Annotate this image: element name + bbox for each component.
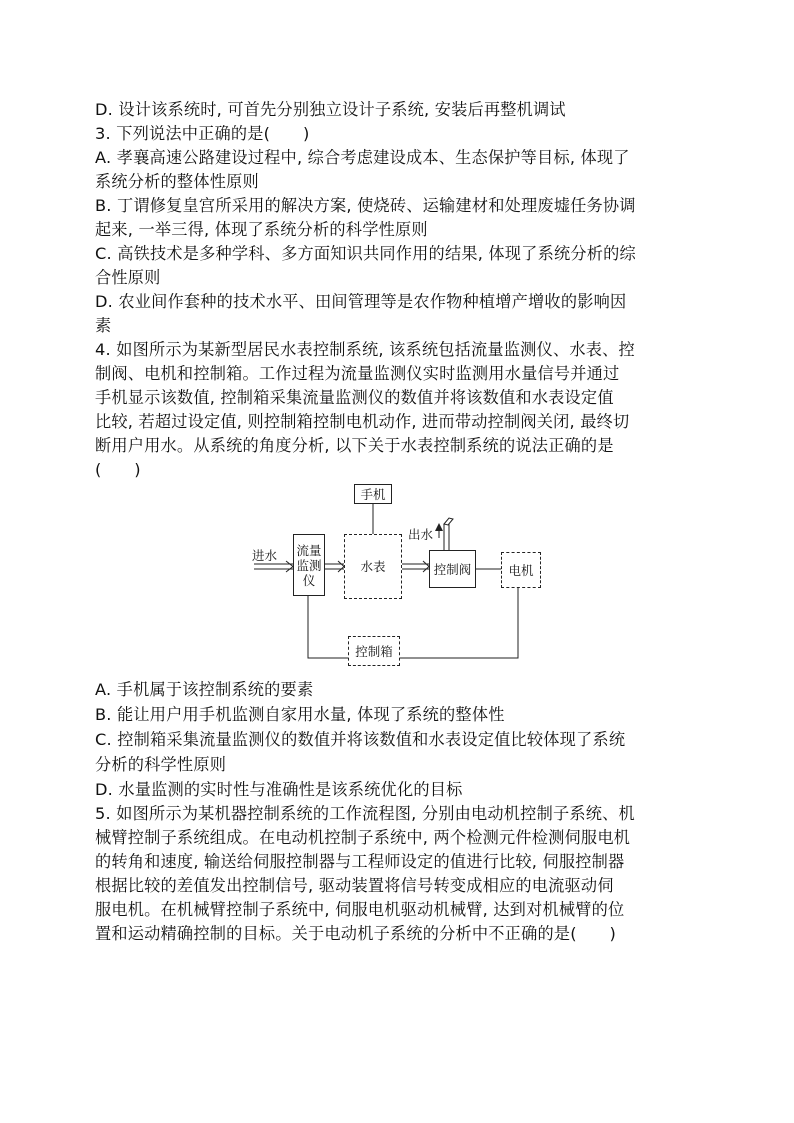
text-line: D. 水量监测的实时性与准确性是该系统优化的目标 [95,780,463,799]
text-line: C. 控制箱采集流量监测仪的数值并将该数值和水表设定值比较体现了系统 [95,730,626,749]
text-line: 械臂控制子系统组成。在电动机控制子系统中, 两个检测元件检测伺服电机 [95,828,631,847]
text-line: B. 能让用户用手机监测自家用水量, 体现了系统的整体性 [95,705,505,724]
text-line: 手机显示该数值, 控制箱采集流量监测仪的数值并将该数值和水表设定值 [95,388,614,407]
text-line: 制阀、电机和控制箱。工作过程为流量监测仪实时监测用水量信号并通过 [95,364,620,383]
question-5-stem: 5. 如图所示为某机器控制系统的工作流程图, 分别由电动机控制子系统、机 [95,804,635,823]
phone-label: 手机 [360,486,386,502]
question-3-stem: 3. 下列说法中正确的是( ) [95,124,310,143]
text-line: D. 设计该系统时, 可首先分别独立设计子系统, 安装后再整机调试 [95,100,566,119]
control-valve-label: 控制阀 [433,561,472,577]
text-line: C. 高铁技术是多种学科、多方面知识共同作用的结果, 体现了系统分析的综 [95,244,636,263]
text-line: 合性原则 [95,268,161,287]
text-line: 的转角和速度, 输送给伺服控制器与工程师设定的值进行比较, 伺服控制器 [95,852,625,871]
text-line: 置和运动精确控制的目标。关于电动机子系统的分析中不正确的是( ) [95,924,617,943]
water-meter-box [344,534,402,599]
text-line: 起来, 一举三得, 体现了系统分析的科学性原则 [95,220,428,239]
question-4-stem: 4. 如图所示为某新型居民水表控制系统, 该系统包括流量监测仪、水表、控 [95,340,635,359]
control-box-label: 控制箱 [355,643,393,659]
text-line: B. 丁谓修复皇宫所采用的解决方案, 使烧砖、运输建材和处理废墟任务协调 [95,196,636,215]
water-out-label: 出水 [408,527,434,542]
text-line: 服电机。在机械臂控制子系统中, 伺服电机驱动机械臂, 达到对机械臂的位 [95,900,625,919]
text-line: 分析的科学性原则 [95,755,227,774]
phone-box [354,484,392,504]
text-line: D. 农业间作套种的技术水平、田间管理等是农作物种植增产增收的影响因 [95,292,627,311]
text-line: 断用户用水。从系统的角度分析, 以下关于水表控制系统的说法正确的是 [95,436,614,455]
text-line: A. 手机属于该控制系统的要素 [95,680,314,699]
control-box-box [348,636,400,666]
flow-meter-label: 流量 监测 仪 [296,542,322,588]
motor-box [501,552,541,588]
text-line: 素 [95,316,112,335]
flow-meter-box [293,534,325,596]
water-meter-system-diagram [240,478,550,668]
text-line: 根据比较的差值发出控制信号, 驱动装置将信号转变成相应的电流驱动伺 [95,876,614,895]
motor-label: 电机 [508,562,534,578]
text-line: 比较, 若超过设定值, 则控制箱控制电机动作, 进而带动控制阀关闭, 最终切 [95,412,630,431]
control-valve-box [429,550,476,588]
text-line: 系统分析的整体性原则 [95,172,259,191]
text-line: ( ) [95,460,141,479]
water-meter-label: 水表 [360,559,386,574]
text-line: A. 孝襄高速公路建设过程中, 综合考虑建设成本、生态保护等目标, 体现了 [95,148,630,167]
water-in-label: 进水 [252,548,278,563]
